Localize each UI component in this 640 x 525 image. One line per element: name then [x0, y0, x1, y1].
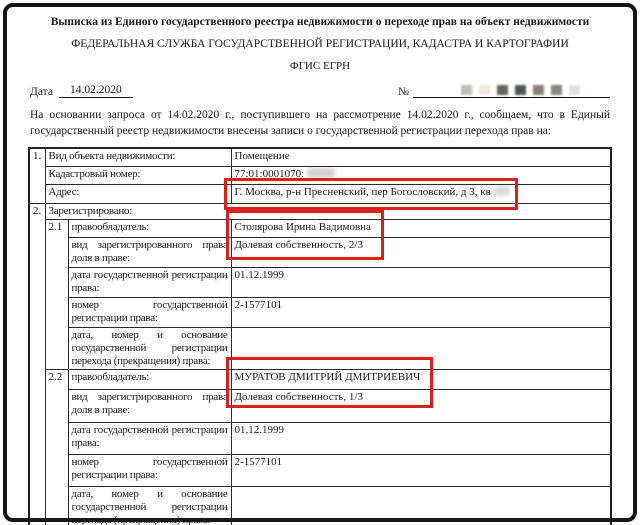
redaction-tile [569, 85, 580, 95]
field-label: вид зарегистрированного права доля в праве: [68, 237, 231, 267]
number-redaction [461, 85, 580, 95]
field-label: правообладатель: [68, 219, 231, 237]
subsection-number: 2.2 [45, 369, 68, 525]
section-number: 1. [29, 148, 45, 203]
field-label: номер государственной регистрации права: [68, 297, 231, 327]
table-row [29, 454, 611, 486]
field-value [231, 166, 611, 184]
date-field [30, 84, 133, 98]
field-value: МУРАТОВ ДМИТРИЙ ДМИТРИЕВИЧ [231, 369, 611, 389]
field-value: Долевая собственность, 2/3 [231, 237, 611, 267]
section-header: Зарегистрировано: [45, 203, 611, 219]
redaction-tile [497, 85, 508, 95]
redaction-tile [551, 85, 562, 95]
table-row [29, 297, 611, 327]
field-label: Кадастровый номер: [45, 166, 231, 184]
redaction-tile [461, 85, 472, 95]
egrn-table [28, 147, 612, 525]
number-label: № [398, 86, 409, 98]
table-row [29, 327, 611, 369]
date-value: 14.02.2020 [59, 84, 133, 98]
field-value [231, 184, 611, 203]
field-label: дата государственной регистрации права: [68, 267, 231, 297]
field-value [231, 486, 611, 525]
section-number: 2. [29, 203, 45, 525]
field-value: 2-1577101 [231, 454, 611, 486]
number-field [398, 82, 610, 98]
redaction-tile [515, 85, 526, 95]
table-row [29, 203, 611, 219]
field-label: Адрес: [45, 184, 231, 203]
field-value: 2-1577101 [231, 297, 611, 327]
table-row [29, 389, 611, 422]
field-label: дата, номер и основание государственной регистрации перехода (прекращения) права: [68, 486, 231, 525]
field-value: Долевая собственность, 1/3 [231, 389, 611, 422]
cadastral-number: 77:01:0001070: [234, 167, 305, 180]
number-line [413, 82, 610, 98]
table-row [29, 237, 611, 267]
redaction-tile [479, 85, 490, 95]
table-row [29, 166, 611, 184]
redacted-blob [494, 186, 510, 196]
redaction-tile [533, 85, 544, 95]
field-value: Помещение [231, 148, 611, 166]
field-value: Столярова Ирина Вадимовна [231, 219, 611, 237]
field-label: вид зарегистрированного права доля в праве: [68, 389, 231, 422]
table-row [29, 184, 611, 203]
subsection-number: 2.1 [45, 219, 68, 369]
field-value: 01.12.1999 [231, 267, 611, 297]
field-value [231, 327, 611, 369]
field-label: номер государственной регистрации права: [68, 454, 231, 486]
table-row [29, 422, 611, 454]
field-label: Вид объекта недвижимости: [45, 148, 231, 166]
meta-row [30, 82, 610, 98]
intro-paragraph: На основании запроса от 14.02.2020 г., поступившего на рассмотрение 14.02.2020 г., сообщаем, что в Единый государственный реестр недвижимости внесены записи о государственной регистрации перехода прав на: [30, 109, 610, 137]
document-title: Выписка из Единого государственного реестра недвижимости о переходе прав на объект недвижимости [50, 16, 590, 28]
field-value: 01.12.1999 [231, 422, 611, 454]
system-name: ФГИС ЕГРН [289, 60, 351, 72]
table-row [29, 486, 611, 525]
table-row [29, 267, 611, 297]
table-row [29, 219, 611, 237]
field-label: правообладатель: [68, 369, 231, 389]
table-row [29, 148, 611, 166]
redacted-blob [307, 168, 335, 178]
agency-name: ФЕДЕРАЛЬНАЯ СЛУЖБА ГОСУДАРСТВЕННОЙ РЕГИСТРАЦИИ, КАДАСТРА И КАРТОГРАФИИ [71, 38, 569, 50]
field-label: дата государственной регистрации права: [68, 422, 231, 454]
field-label: дата, номер и основание государственной регистрации перехода (прекращения) права: [68, 327, 231, 369]
address-value: Г. Москва, р-н Пресненский, пер Богословский, д 3, кв [234, 185, 491, 198]
table-row [29, 369, 611, 389]
date-label: Дата [30, 86, 53, 98]
